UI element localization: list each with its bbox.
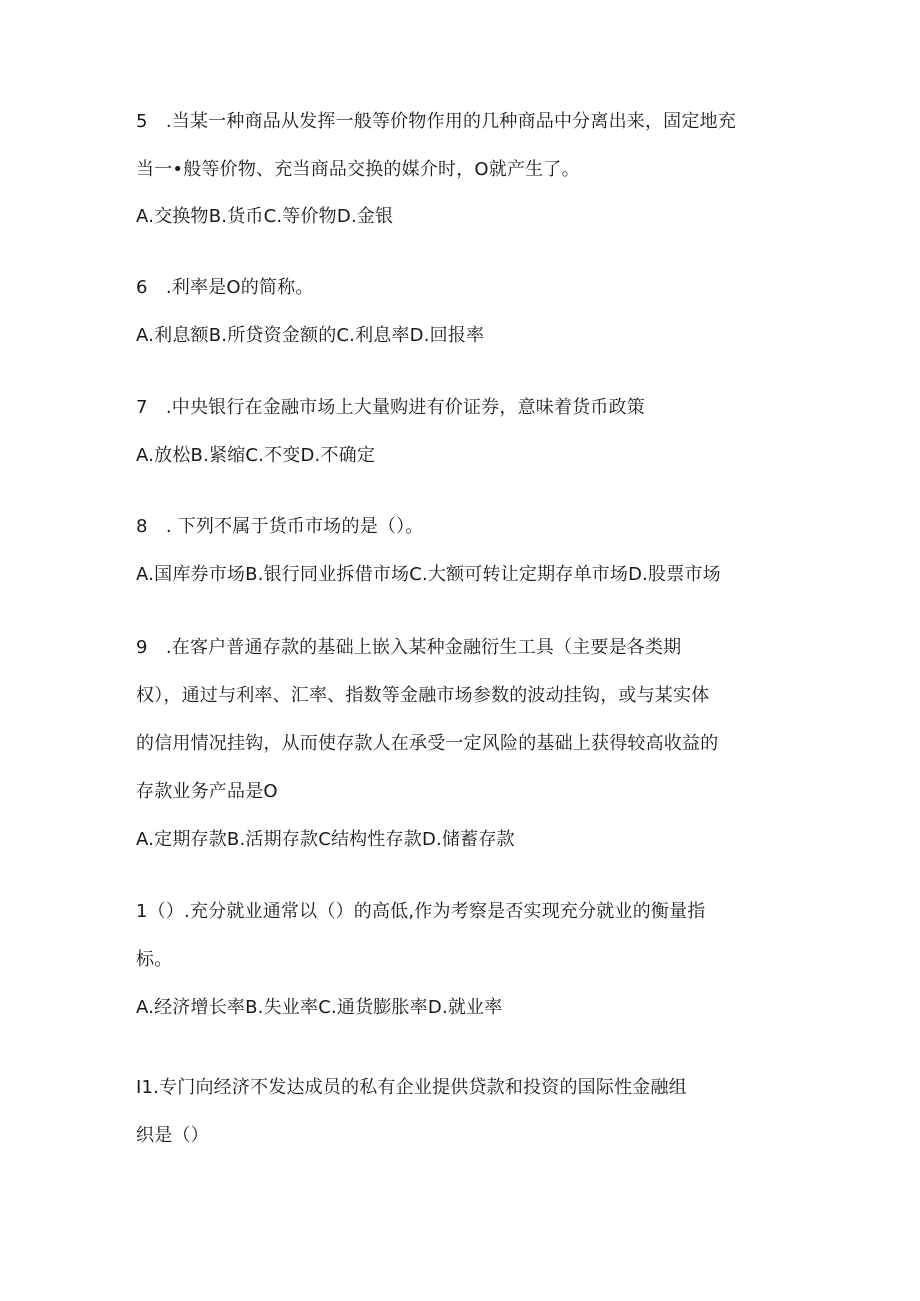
question-9-line-3: 的信用情况挂钩，从而使存款人在承受一定风险的基础上获得较高收益的 [136,733,719,754]
question-8-line-1: 8 . 下列不属于货币市场的是（）。 [136,516,424,537]
question-5-line-1: 5 .当某一种商品从发挥一般等价物作用的几种商品中分离出来，固定地充 [136,111,736,132]
question-5-line-2: 当一•般等价物、充当商品交换的媒介时，O就产生了。 [136,159,580,180]
question-9-line-2: 权），通过与利率、汇率、指数等金融市场参数的波动挂钩，或与某实体 [136,685,710,706]
question-10-line-1: 1（）.充分就业通常以（）的高低,作为考察是否实现充分就业的衡量指 [136,901,706,922]
question-9-options: A.定期存款B.活期存款C结构性存款D.储蓄存款 [136,829,515,850]
question-5-options: A.交换物B.货币C.等价物D.金银 [136,206,394,227]
question-6-options: A.利息额B.所贷资金额的C.利息率D.回报率 [136,325,485,346]
question-9-line-4: 存款业务产品是O [136,781,278,802]
question-11-line-1: I1.专门向经济不发达成员的私有企业提供贷款和投资的国际性金融组 [136,1077,687,1098]
question-8-options: A.国库券市场B.银行同业拆借市场C.大额可转让定期存单市场D.股票市场 [136,564,721,585]
question-7-line-1: 7 .中央银行在金融市场上大量购进有价证券，意味着货币政策 [136,397,645,418]
question-6-line-1: 6 .利率是O的简称。 [136,277,314,298]
question-10-options: A.经济增长率B.失业率C.通货膨胀率D.就业率 [136,997,503,1018]
question-7-options: A.放松B.紧缩C.不变D.不确定 [136,445,376,466]
question-11-line-2: 织是（） [136,1125,209,1146]
question-10-line-2: 标。 [136,949,173,970]
question-9-line-1: 9 .在客户普通存款的基础上嵌入某种金融衍生工具（主要是各类期 [136,637,682,658]
